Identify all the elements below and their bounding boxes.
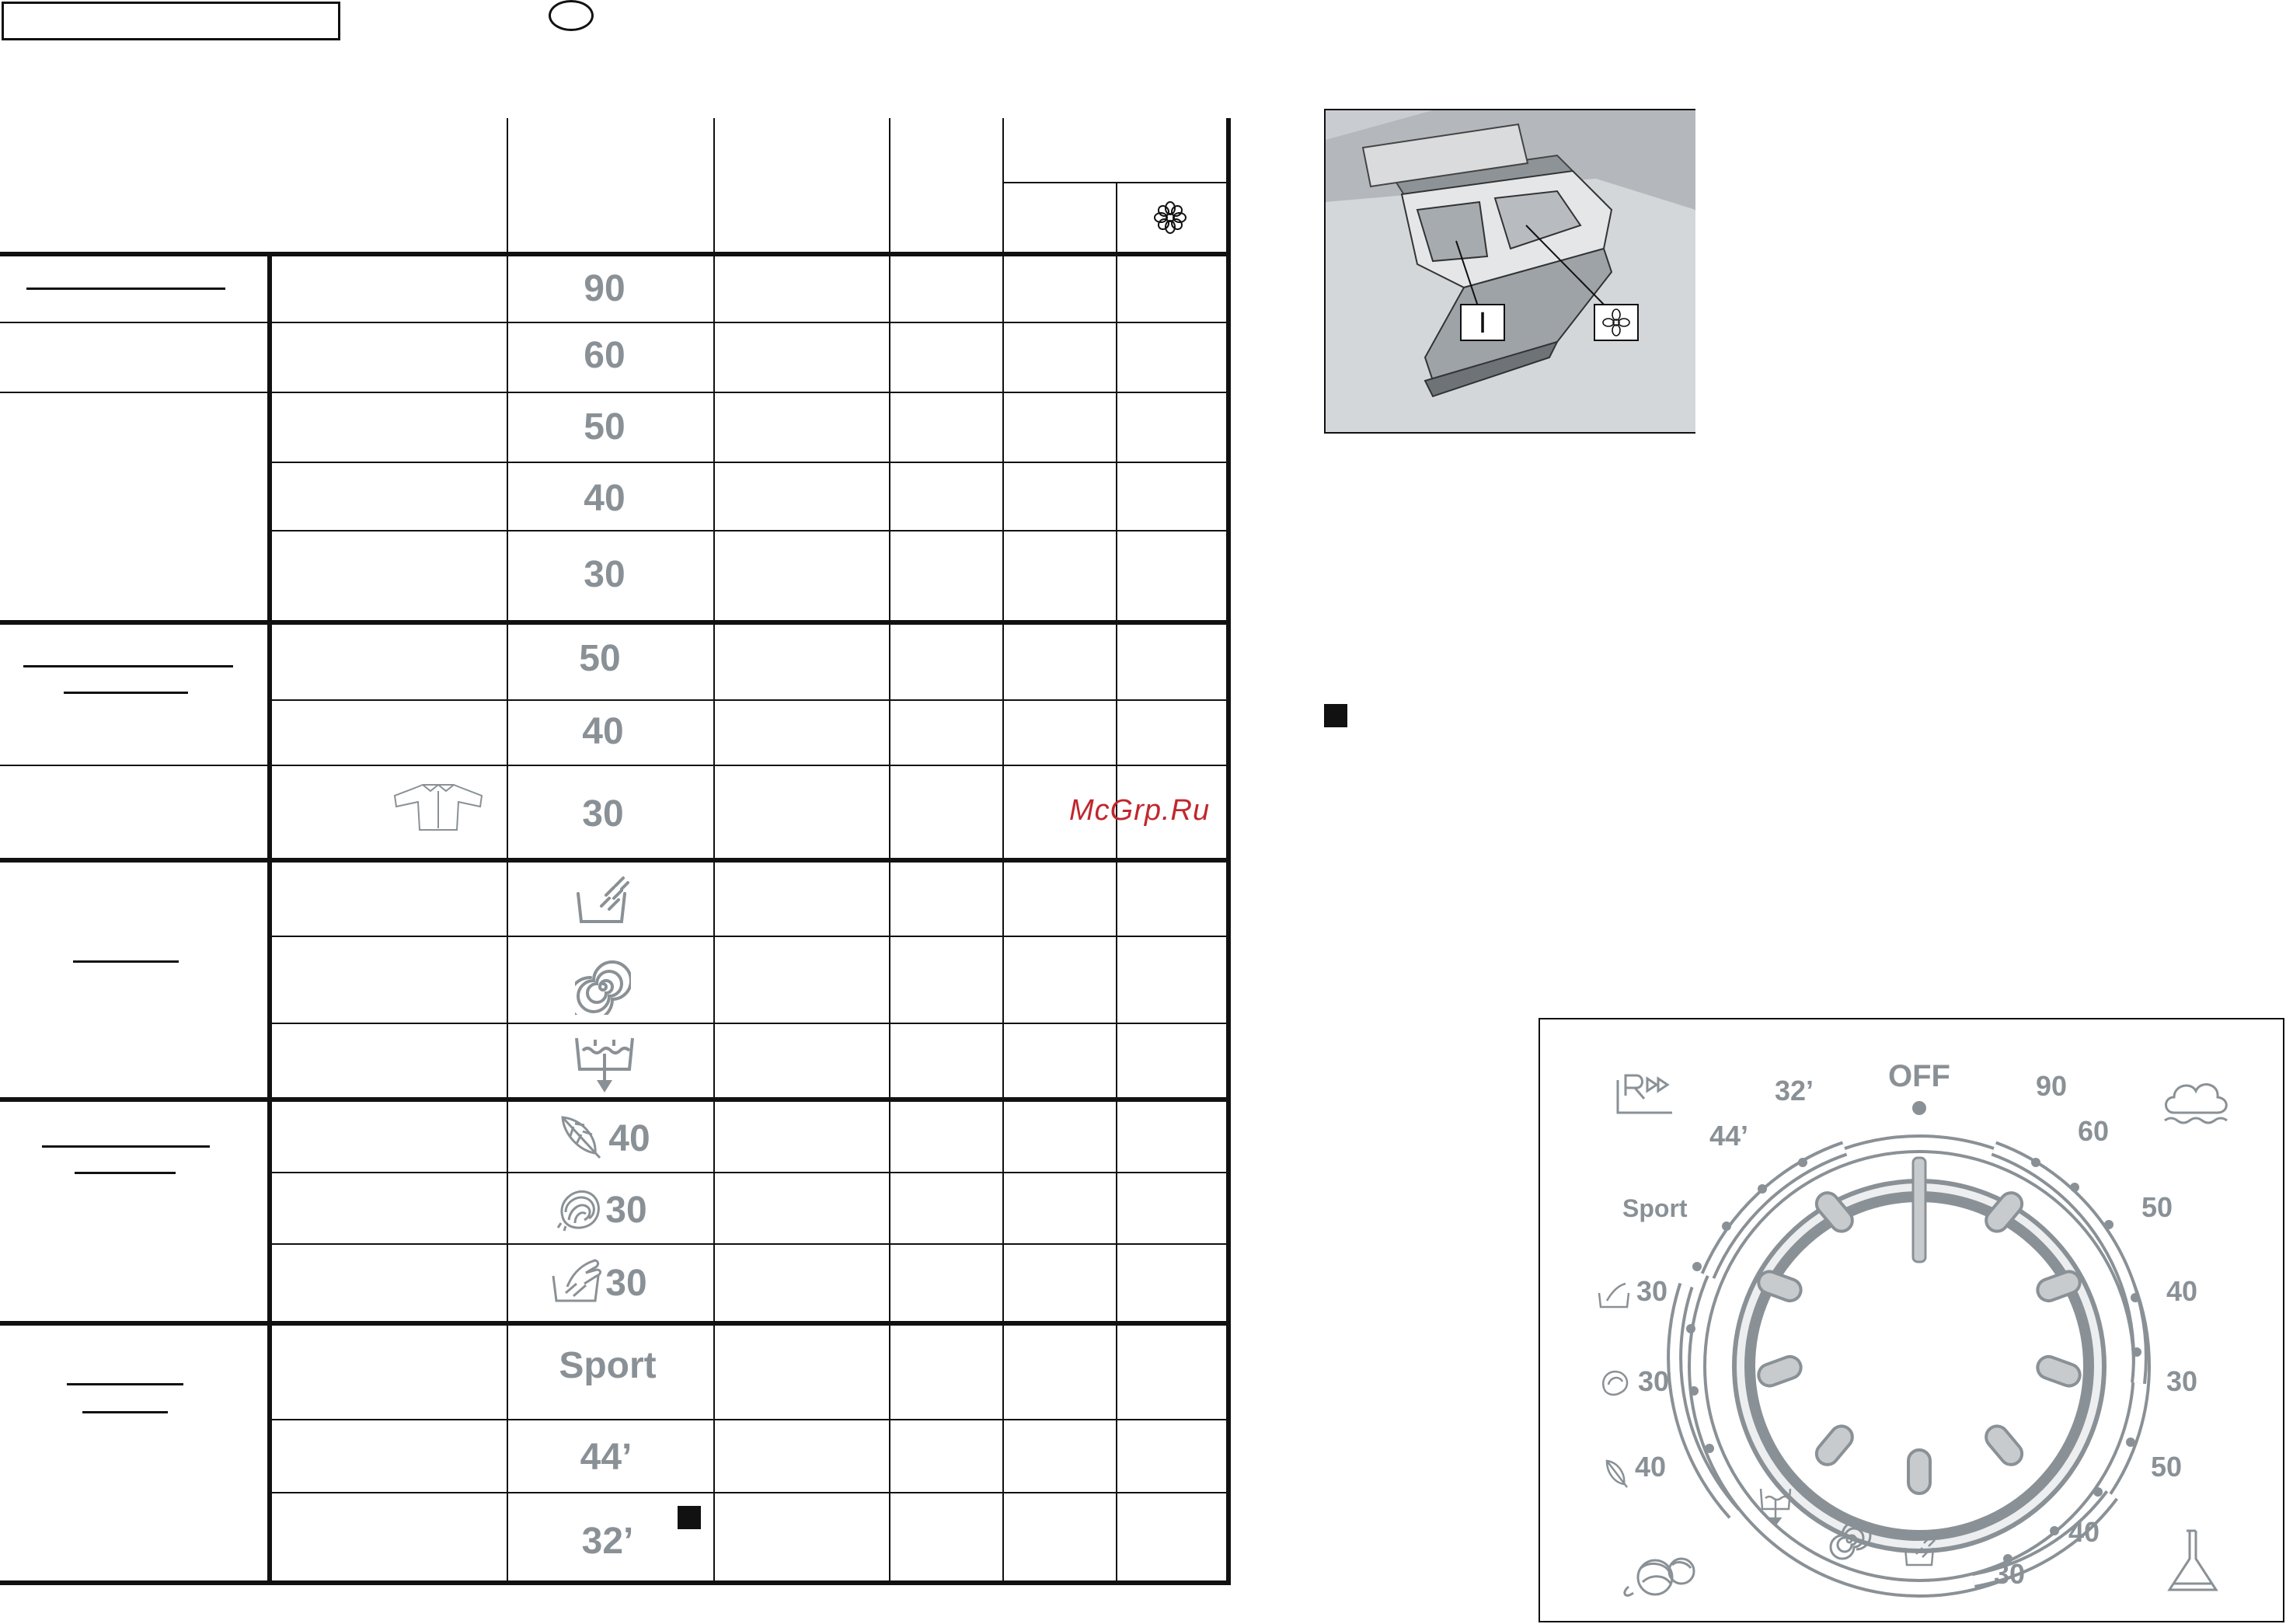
temp-60: 60 xyxy=(584,335,626,376)
temp-50: 50 xyxy=(584,406,626,448)
temp-30-synthetic: 30 xyxy=(582,793,624,835)
section-square-marker xyxy=(1324,704,1347,727)
temp-50-synthetic: 50 xyxy=(579,638,621,679)
row-line xyxy=(270,530,1228,531)
spin-icon xyxy=(575,959,631,1015)
temp-30: 30 xyxy=(584,554,626,595)
row-line xyxy=(270,936,1228,937)
row-line xyxy=(0,765,1228,766)
temp-30-wool: 30 xyxy=(605,1190,647,1231)
dial-label-30: 30 xyxy=(2166,1365,2198,1397)
dial-off-label: OFF xyxy=(1888,1059,1950,1093)
dial-label-40: 40 xyxy=(2166,1275,2198,1307)
category-underline xyxy=(42,1145,210,1148)
row-line xyxy=(270,1419,1228,1420)
flower-icon xyxy=(1153,200,1187,235)
watermark: McGrp.Ru xyxy=(1069,794,1211,827)
row-line-thick xyxy=(0,1097,1231,1102)
note-square-marker xyxy=(678,1506,701,1529)
subheader-line xyxy=(1002,182,1228,183)
row-line xyxy=(0,392,1228,393)
dial-label-44min: 44’ xyxy=(1709,1120,1749,1152)
col-divider xyxy=(889,118,890,1585)
category-underline xyxy=(73,960,179,963)
program-sport: Sport xyxy=(559,1345,657,1386)
category-underline xyxy=(67,1383,183,1385)
row-line-thick xyxy=(0,252,1231,256)
language-circle xyxy=(549,0,594,31)
dial-label-hand30: 30 xyxy=(1636,1275,1668,1307)
row-line xyxy=(270,1243,1228,1245)
col-divider-thick xyxy=(267,253,272,1585)
temp-90: 90 xyxy=(584,268,626,309)
category-underline xyxy=(64,692,188,694)
dial-label-32min: 32’ xyxy=(1775,1075,1814,1106)
row-line xyxy=(0,322,1228,323)
row-line-thick xyxy=(0,620,1231,625)
row-line xyxy=(270,699,1228,701)
header-box xyxy=(2,2,340,40)
dial-label-wool30: 30 xyxy=(1638,1365,1670,1397)
dial-label-sport: Sport xyxy=(1622,1194,1688,1222)
category-underline xyxy=(75,1172,176,1174)
detergent-drawer-illustration xyxy=(1324,109,1697,435)
table-right-border xyxy=(1226,118,1231,1585)
table-bottom-border xyxy=(0,1580,1231,1585)
dial-label-30b: 30 xyxy=(1994,1558,2026,1590)
category-underline xyxy=(23,665,233,667)
compartment-main-label: I xyxy=(1478,307,1487,340)
program-32min: 32’ xyxy=(581,1521,634,1562)
program-44min: 44’ xyxy=(580,1437,632,1478)
temp-40-delicate: 40 xyxy=(608,1118,650,1159)
drain-icon xyxy=(572,1033,637,1097)
dial-label-50: 50 xyxy=(2141,1191,2173,1223)
row-line-thick xyxy=(0,1321,1231,1326)
col-divider xyxy=(713,118,715,1585)
rinse-icon xyxy=(573,872,632,926)
dial-label-delicate40: 40 xyxy=(1635,1451,1667,1483)
shirt-icon xyxy=(392,780,485,835)
temp-30-hand-wash: 30 xyxy=(605,1263,647,1304)
dial-label-50b: 50 xyxy=(2151,1451,2183,1483)
dial-label-60: 60 xyxy=(2078,1115,2110,1147)
category-underline xyxy=(82,1411,168,1413)
row-line xyxy=(270,1172,1228,1173)
row-line xyxy=(270,1492,1228,1493)
dial-label-40b: 40 xyxy=(2068,1516,2100,1548)
temp-40: 40 xyxy=(584,478,626,519)
row-line xyxy=(270,1023,1228,1024)
dial-label-90: 90 xyxy=(2036,1070,2068,1102)
col-divider xyxy=(1002,118,1004,1585)
row-line xyxy=(270,462,1228,463)
program-selector-dial xyxy=(1539,1018,2284,1624)
category-underline xyxy=(26,288,225,290)
row-line-thick xyxy=(0,858,1231,863)
temp-40-synthetic: 40 xyxy=(582,711,624,752)
